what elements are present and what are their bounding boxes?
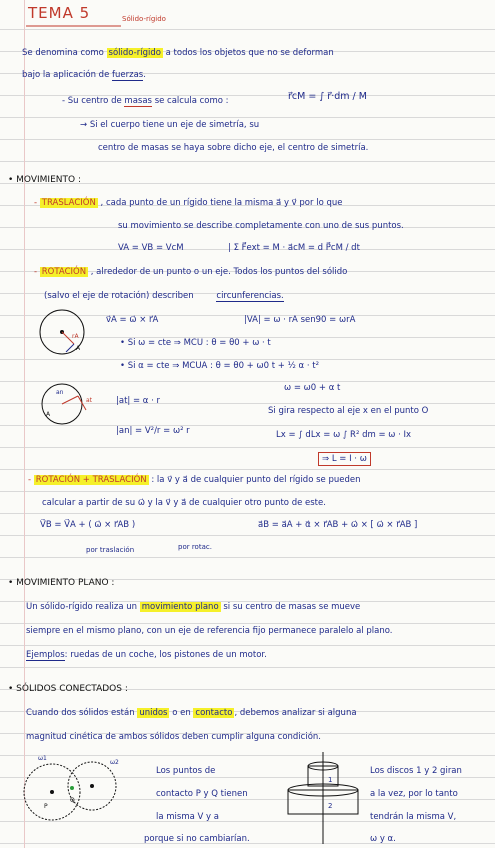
svg-text:rA: rA — [72, 333, 79, 340]
gira-line-1: Si gira respecto al eje x en el punto O — [268, 406, 429, 416]
page-title: TEMA 5 — [28, 4, 91, 22]
rot-eq-at: |at| = α · r — [116, 396, 160, 406]
rot-eq-1b: |VA| = ω · rA sen90 = ωrA — [244, 315, 356, 325]
highlight-traslacion: TRASLACIÓN — [41, 198, 96, 208]
heading-movimiento-plano: • MOVIMIENTO PLANO : — [8, 578, 115, 588]
rotacion-line-2: (salvo el eje de rotación) describen circunferencias. — [44, 291, 284, 301]
svg-text:ω1: ω1 — [38, 755, 47, 762]
highlight-movimiento-plano: movimiento plano — [141, 602, 219, 612]
discs-text-4: ω y α. — [370, 834, 396, 844]
symmetry-line-1: → Si el cuerpo tiene un eje de simetría, su — [80, 120, 260, 130]
highlight-solido-rigido: sólido-rígido — [108, 48, 161, 58]
center-of-mass-line: - Su centro de masas se calcula como : — [62, 96, 229, 106]
symmetry-line-2: centro de masas se haya sobre dicho eje, el centro de simetría. — [98, 143, 369, 153]
svg-text:1: 1 — [328, 776, 333, 784]
margin-line — [24, 0, 25, 848]
gears-diagram — [14, 748, 126, 836]
svg-text:A: A — [46, 411, 51, 418]
conectados-line-1: Cuando dos sólidos están unidos o en contacto , debemos analizar si alguna — [26, 708, 357, 718]
plano-line-1: Un sólido-rígido realiza un movimiento plano si su centro de masas se mueve — [26, 602, 361, 612]
discs-text-3: tendrán la misma V, — [370, 812, 457, 822]
conectados-line-2: magnitud cinética de ambos sólidos deben cumplir alguna condición. — [26, 732, 321, 742]
rot-eq-mcua: • Si α = cte ⇒ MCUA : θ = θ0 + ω0 t + ½ α · t² — [120, 361, 319, 371]
gira-eq-1: Lx = ∫ dLx = ω ∫ R² dm = ω · Ix — [276, 430, 412, 440]
title-underline — [26, 24, 126, 28]
rotation-circle-diagram — [38, 308, 92, 362]
rot-eq-an: |an| = V²/r = ω² r — [116, 426, 190, 436]
svg-text:A: A — [76, 345, 81, 352]
heading-movimiento: • MOVIMIENTO : — [8, 175, 81, 185]
heading-solidos-conectados: • SÓLIDOS CONECTADOS : — [8, 684, 128, 694]
svg-text:an: an — [56, 389, 64, 396]
note-traslacion: por traslación — [86, 546, 135, 554]
rot-tras-eq-acceleration: a⃗B = a⃗A + α⃗ × r⃗AB + ω⃗ × [ ω⃗ × r⃗AB ] — [258, 520, 418, 530]
traslacion-eq-1: VA = VB = VcM — [118, 243, 184, 253]
gears-text-1: Los puntos de — [156, 766, 216, 776]
rot-eq-omega: ω = ω0 + α t — [284, 383, 341, 393]
svg-text:Q: Q — [70, 797, 75, 804]
plano-line-3: Ejemplos: ruedas de un coche, los pistones de un motor. — [26, 650, 267, 660]
page-subtitle: Sólido-rígido — [122, 15, 166, 23]
highlight-rotacion: ROTACIÓN — [41, 267, 87, 277]
traslacion-eq-2: | Σ F⃗ext = M · a⃗cM = d P⃗cM / dt — [228, 243, 360, 253]
rot-tras-eq-velocity: V⃗B = V⃗A + ( ω⃗ × r⃗AB ) — [40, 520, 136, 530]
svg-text:2: 2 — [328, 802, 333, 810]
svg-text:at: at — [86, 397, 93, 404]
svg-text:P: P — [44, 803, 48, 810]
intro-line-1: Se denomina como sólido-rígido a todos los objetos que no se deforman — [22, 48, 334, 58]
highlight-unidos: unidos — [139, 708, 168, 718]
rotacion-line-1: - ROTACIÓN , alrededor de un punto o un eje. Todos los puntos del sólido — [34, 267, 348, 277]
discs-text-2: a la vez, por lo tanto — [370, 789, 458, 799]
gears-text-2: contacto P y Q tienen — [156, 789, 248, 799]
traslacion-line-2: su movimiento se describe completamente con uno de sus puntos. — [118, 221, 404, 231]
intro-line-2: bajo la aplicación de fuerzas. — [22, 70, 146, 80]
rot-tras-line-2: calcular a partir de su ω⃗ y la v⃗ y a⃗ de cualquier otro punto de este. — [42, 498, 326, 508]
cm-formula: r⃗cM = ∫ r⃗·dm / M — [288, 91, 367, 102]
rot-eq-mcu: • Si ω = cte ⇒ MCU : θ = θ0 + ω · t — [120, 338, 271, 348]
note-rotacion: por rotac. — [178, 543, 212, 551]
gira-eq-boxed: ⇒ L = I · ω — [318, 452, 371, 466]
rot-tras-line-1: - ROTACIÓN + TRASLACIÓN : la v⃗ y a⃗ de cualquier punto del rígido se pueden — [28, 475, 361, 485]
plano-line-2: siempre en el mismo plano, con un eje de referencia fijo permanece paralelo al plano. — [26, 626, 393, 636]
highlight-contacto: contacto — [195, 708, 233, 718]
svg-text:ω2: ω2 — [110, 759, 119, 766]
gears-text-3: la misma V y a — [156, 812, 219, 822]
stacked-discs-diagram — [282, 752, 364, 844]
gears-text-4: porque si no cambiarían. — [144, 834, 250, 844]
acceleration-circle-diagram — [40, 382, 96, 432]
discs-text-1: Los discos 1 y 2 giran — [370, 766, 462, 776]
highlight-rotacion-traslacion: ROTACIÓN + TRASLACIÓN — [35, 475, 147, 485]
rot-eq-1a: v⃗A = ω⃗ × r⃗A — [106, 315, 159, 325]
traslacion-line-1: - TRASLACIÓN , cada punto de un rígido tiene la misma a⃗ y v⃗ por lo que — [34, 198, 343, 208]
